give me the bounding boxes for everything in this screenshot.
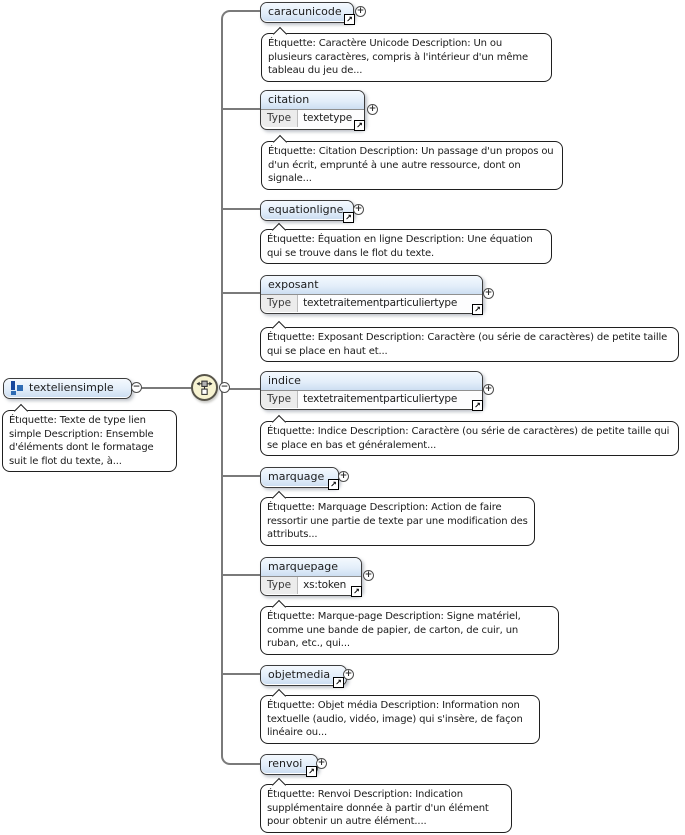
annotation-texteliensimple: Étiquette: Texte de type lien simple Description: Ensemble d'éléments dont le formatage suit le flot du texte, à...: [2, 410, 177, 472]
element-caracunicode[interactable]: [260, 2, 354, 23]
annotation-exposant: Étiquette: Exposant Description: Caractère (ou série de caractères) de petite taille qui se place en haut et...: [260, 327, 679, 362]
element-exposant[interactable]: [260, 275, 483, 314]
type-value: xs:token: [298, 577, 361, 594]
connector-branch-marquepage: [222, 574, 260, 576]
annotation-caracunicode: Étiquette: Caractère Unicode Description: Un ou plusieurs caractères, compris à l'intérieur d'un même tableau du jeu de...: [261, 33, 552, 82]
connector-branch-marquage: [222, 475, 260, 477]
type-label: Type: [261, 110, 298, 127]
collapse-button-compositor[interactable]: −: [220, 382, 229, 392]
expand-button-indice[interactable]: +: [484, 384, 493, 394]
jump-to-definition-icon[interactable]: ↗: [354, 120, 365, 131]
type-label: Type: [261, 295, 298, 312]
jump-to-definition-icon[interactable]: ↗: [472, 400, 483, 411]
connector-root-line: [141, 387, 192, 389]
connector-branch-equationligne: [222, 208, 260, 210]
type-row: [261, 294, 482, 312]
expand-button-marquepage[interactable]: +: [364, 570, 373, 580]
expand-button-caracunicode[interactable]: +: [356, 6, 365, 16]
element-label: objetmedia: [261, 666, 346, 684]
complex-type-icon: [10, 381, 24, 395]
element-label: indice: [261, 372, 482, 390]
type-value: textetraitementparticuliertype: [298, 391, 482, 408]
element-label: citation: [261, 91, 364, 109]
element-label: equationligne: [261, 201, 353, 219]
annotation-equationligne: Étiquette: Équation en ligne Description: Une équation qui se trouve dans le flot du texte.: [260, 229, 552, 264]
annotation-renvoi: Étiquette: Renvoi Description: Indication supplémentaire donnée à partir d'un élément pour obtenir un autre élément....: [260, 784, 512, 833]
connector-branch-exposant: [222, 292, 260, 294]
jump-to-definition-icon[interactable]: ↗: [306, 766, 317, 777]
element-label: marquepage: [261, 558, 361, 576]
annotation-marquepage: Étiquette: Marque-page Description: Signe matériel, comme une bande de papier, de carton, de cuir, un ruban, etc., qui...: [260, 606, 559, 655]
element-label: caracunicode: [261, 3, 353, 21]
root-element-texteliensimple[interactable]: [3, 378, 132, 399]
jump-to-definition-icon[interactable]: ↗: [328, 479, 339, 490]
element-marquepage[interactable]: [260, 557, 362, 596]
jump-to-definition-icon[interactable]: ↗: [344, 14, 355, 25]
type-row: [261, 576, 361, 594]
connector-branch-renvoi: [221, 750, 262, 765]
expand-button-marquage[interactable]: +: [339, 471, 348, 481]
type-label: Type: [261, 577, 298, 594]
element-citation[interactable]: [260, 90, 365, 130]
choice-compositor[interactable]: [191, 374, 218, 401]
expand-button-citation[interactable]: +: [368, 104, 377, 114]
element-equationligne[interactable]: [260, 200, 354, 221]
type-row: [261, 109, 364, 127]
type-row: [261, 390, 482, 408]
element-label: marquage: [261, 468, 338, 486]
annotation-marquage: Étiquette: Marquage Description: Action de faire ressortir une partie de texte par une modification des attributs...: [260, 497, 535, 546]
type-value: textetype: [298, 110, 364, 127]
connector-branch-objetmedia: [222, 673, 260, 675]
expand-button-renvoi[interactable]: +: [317, 758, 326, 768]
root-element-label: texteliensimple: [4, 379, 131, 397]
type-value: textetraitementparticuliertype: [298, 295, 482, 312]
expand-button-equationligne[interactable]: +: [354, 204, 363, 214]
connector-branch-caracunicode: [221, 10, 262, 28]
jump-to-definition-icon[interactable]: ↗: [343, 212, 354, 223]
jump-to-definition-icon[interactable]: ↗: [333, 677, 344, 688]
annotation-citation: Étiquette: Citation Description: Un passage d'un propos ou d'un écrit, emprunté à une autre ressource, dont on signale...: [261, 141, 563, 190]
choice-compositor-icon: [196, 380, 213, 395]
annotation-indice: Étiquette: Indice Description: Caractère (ou série de caractères) de petite taille qui se place en bas et généralement...: [260, 421, 679, 456]
jump-to-definition-icon[interactable]: ↗: [472, 304, 483, 315]
connector-branch-citation: [222, 108, 260, 110]
element-label: renvoi: [261, 755, 317, 773]
element-indice[interactable]: [260, 371, 483, 410]
collapse-button-root[interactable]: −: [132, 382, 141, 392]
element-label: exposant: [261, 276, 482, 294]
expand-button-exposant[interactable]: +: [484, 288, 493, 298]
type-label: Type: [261, 391, 298, 408]
expand-button-objetmedia[interactable]: +: [344, 669, 353, 679]
jump-to-definition-icon[interactable]: ↗: [351, 586, 362, 597]
annotation-objetmedia: Étiquette: Objet média Description: Information non textuelle (audio, vidéo, image) qui s'insère, de façon linéaire ou...: [260, 695, 540, 744]
